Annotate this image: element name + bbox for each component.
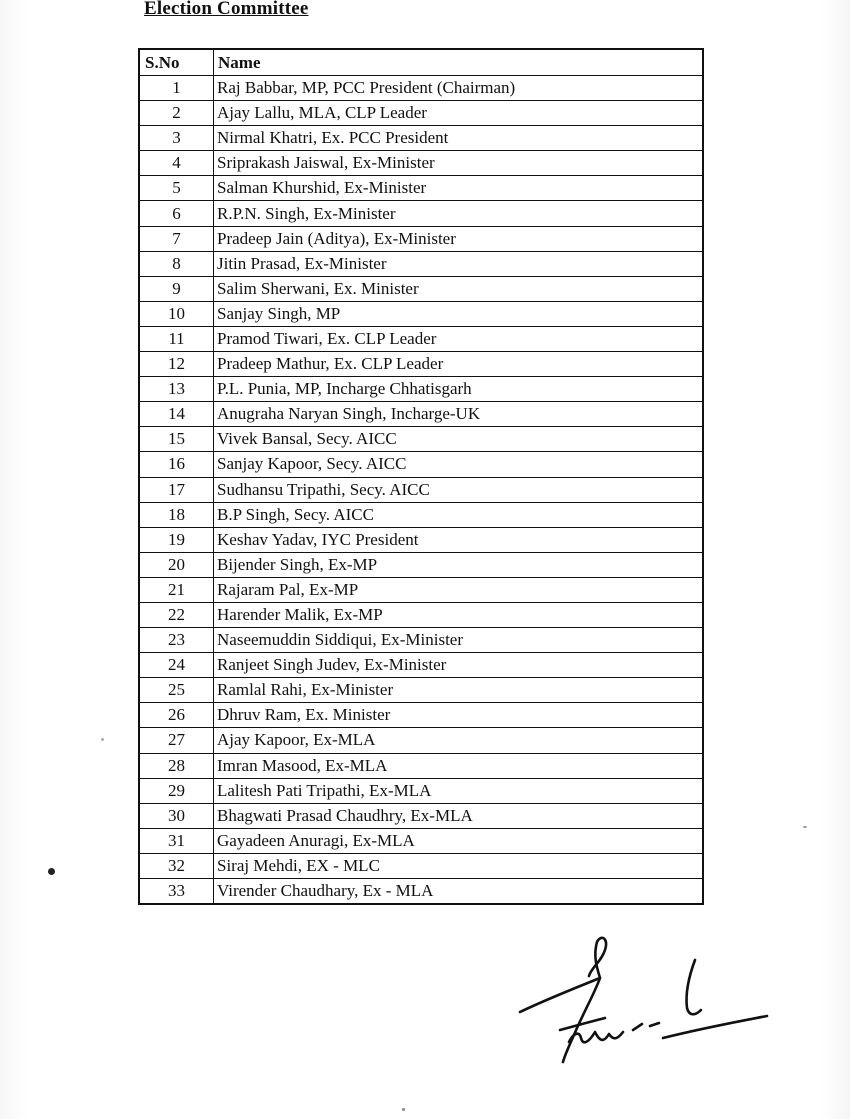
scan-speck — [101, 738, 104, 741]
table-row — [139, 828, 703, 853]
row-name: Pramod Tiwari, Ex. CLP Leader — [214, 326, 704, 351]
table-row — [139, 853, 703, 878]
row-name: Vivek Bansal, Secy. AICC — [214, 427, 704, 452]
table-row — [139, 301, 703, 326]
row-name: Sudhansu Tripathi, Secy. AICC — [214, 477, 704, 502]
row-name: Imran Masood, Ex-MLA — [214, 753, 704, 778]
table-header-row — [139, 49, 703, 76]
table-row — [139, 628, 703, 653]
table-row — [139, 879, 703, 905]
row-name: Nirmal Khatri, Ex. PCC President — [214, 126, 704, 151]
row-sno: 18 — [139, 502, 214, 527]
row-name: Ramlal Rahi, Ex-Minister — [214, 678, 704, 703]
row-name: Raj Babbar, MP, PCC President (Chairman) — [214, 76, 704, 101]
table-row — [139, 201, 703, 226]
table-row — [139, 678, 703, 703]
table-row — [139, 477, 703, 502]
row-name: Bhagwati Prasad Chaudhry, Ex-MLA — [214, 803, 704, 828]
table-row — [139, 226, 703, 251]
row-sno: 5 — [139, 176, 214, 201]
row-sno: 32 — [139, 853, 214, 878]
row-sno: 23 — [139, 628, 214, 653]
row-name: Salim Sherwani, Ex. Minister — [214, 276, 704, 301]
row-sno: 4 — [139, 151, 214, 176]
row-sno: 9 — [139, 276, 214, 301]
row-sno: 22 — [139, 602, 214, 627]
row-sno: 17 — [139, 477, 214, 502]
row-name: Virender Chaudhary, Ex - MLA — [214, 879, 704, 905]
scan-speck — [48, 868, 55, 875]
row-sno: 16 — [139, 452, 214, 477]
table-row — [139, 251, 703, 276]
table-row — [139, 577, 703, 602]
row-name: Bijender Singh, Ex-MP — [214, 552, 704, 577]
signature-icon — [505, 930, 785, 1080]
table-row — [139, 653, 703, 678]
row-sno: 27 — [139, 728, 214, 753]
row-name: R.P.N. Singh, Ex-Minister — [214, 201, 704, 226]
row-name: Jitin Prasad, Ex-Minister — [214, 251, 704, 276]
row-sno: 21 — [139, 577, 214, 602]
row-name: Naseemuddin Siddiqui, Ex-Minister — [214, 628, 704, 653]
scan-speck — [803, 826, 807, 828]
row-name: B.P Singh, Secy. AICC — [214, 502, 704, 527]
row-sno: 3 — [139, 126, 214, 151]
row-name: Salman Khurshid, Ex-Minister — [214, 176, 704, 201]
row-name: Siraj Mehdi, EX - MLC — [214, 853, 704, 878]
row-name: Anugraha Naryan Singh, Incharge-UK — [214, 402, 704, 427]
row-sno: 1 — [139, 76, 214, 101]
row-sno: 6 — [139, 201, 214, 226]
row-sno: 7 — [139, 226, 214, 251]
row-sno: 24 — [139, 653, 214, 678]
table-row — [139, 527, 703, 552]
table-row — [139, 326, 703, 351]
table-row — [139, 703, 703, 728]
table-row — [139, 402, 703, 427]
row-sno: 30 — [139, 803, 214, 828]
row-name: Sanjay Singh, MP — [214, 301, 704, 326]
row-sno: 19 — [139, 527, 214, 552]
table-row — [139, 101, 703, 126]
row-sno: 13 — [139, 377, 214, 402]
row-sno: 28 — [139, 753, 214, 778]
row-sno: 14 — [139, 402, 214, 427]
row-name: Ranjeet Singh Judev, Ex-Minister — [214, 653, 704, 678]
row-name: Gayadeen Anuragi, Ex-MLA — [214, 828, 704, 853]
table-row — [139, 377, 703, 402]
table-row — [139, 452, 703, 477]
row-sno: 20 — [139, 552, 214, 577]
row-name: Pradeep Jain (Aditya), Ex-Minister — [214, 226, 704, 251]
row-name: Dhruv Ram, Ex. Minister — [214, 703, 704, 728]
column-header-sno: S.No — [139, 49, 214, 76]
row-sno: 2 — [139, 101, 214, 126]
row-sno: 25 — [139, 678, 214, 703]
committee-table-body — [139, 76, 703, 905]
row-name: Lalitesh Pati Tripathi, Ex-MLA — [214, 778, 704, 803]
row-name: P.L. Punia, MP, Incharge Chhatisgarh — [214, 377, 704, 402]
table-row — [139, 602, 703, 627]
scan-speck — [402, 1108, 405, 1111]
row-name: Sriprakash Jaiswal, Ex-Minister — [214, 151, 704, 176]
table-row — [139, 728, 703, 753]
row-sno: 12 — [139, 352, 214, 377]
row-sno: 26 — [139, 703, 214, 728]
table-row — [139, 552, 703, 577]
row-sno: 11 — [139, 326, 214, 351]
committee-table — [138, 48, 704, 905]
document-heading: Election Committee — [144, 0, 309, 19]
row-name: Harender Malik, Ex-MP — [214, 602, 704, 627]
table-row — [139, 126, 703, 151]
row-name: Sanjay Kapoor, Secy. AICC — [214, 452, 704, 477]
row-name: Keshav Yadav, IYC President — [214, 527, 704, 552]
table-row — [139, 502, 703, 527]
row-name: Rajaram Pal, Ex-MP — [214, 577, 704, 602]
row-name: Pradeep Mathur, Ex. CLP Leader — [214, 352, 704, 377]
table-row — [139, 753, 703, 778]
column-header-name: Name — [214, 49, 704, 76]
table-row — [139, 427, 703, 452]
table-row — [139, 803, 703, 828]
row-sno: 15 — [139, 427, 214, 452]
row-sno: 8 — [139, 251, 214, 276]
table-row — [139, 276, 703, 301]
row-name: Ajay Kapoor, Ex-MLA — [214, 728, 704, 753]
row-sno: 10 — [139, 301, 214, 326]
table-row — [139, 151, 703, 176]
row-sno: 31 — [139, 828, 214, 853]
table-row — [139, 352, 703, 377]
table-row — [139, 76, 703, 101]
table-row — [139, 778, 703, 803]
row-sno: 29 — [139, 778, 214, 803]
table-row — [139, 176, 703, 201]
row-name: Ajay Lallu, MLA, CLP Leader — [214, 101, 704, 126]
row-sno: 33 — [139, 879, 214, 905]
